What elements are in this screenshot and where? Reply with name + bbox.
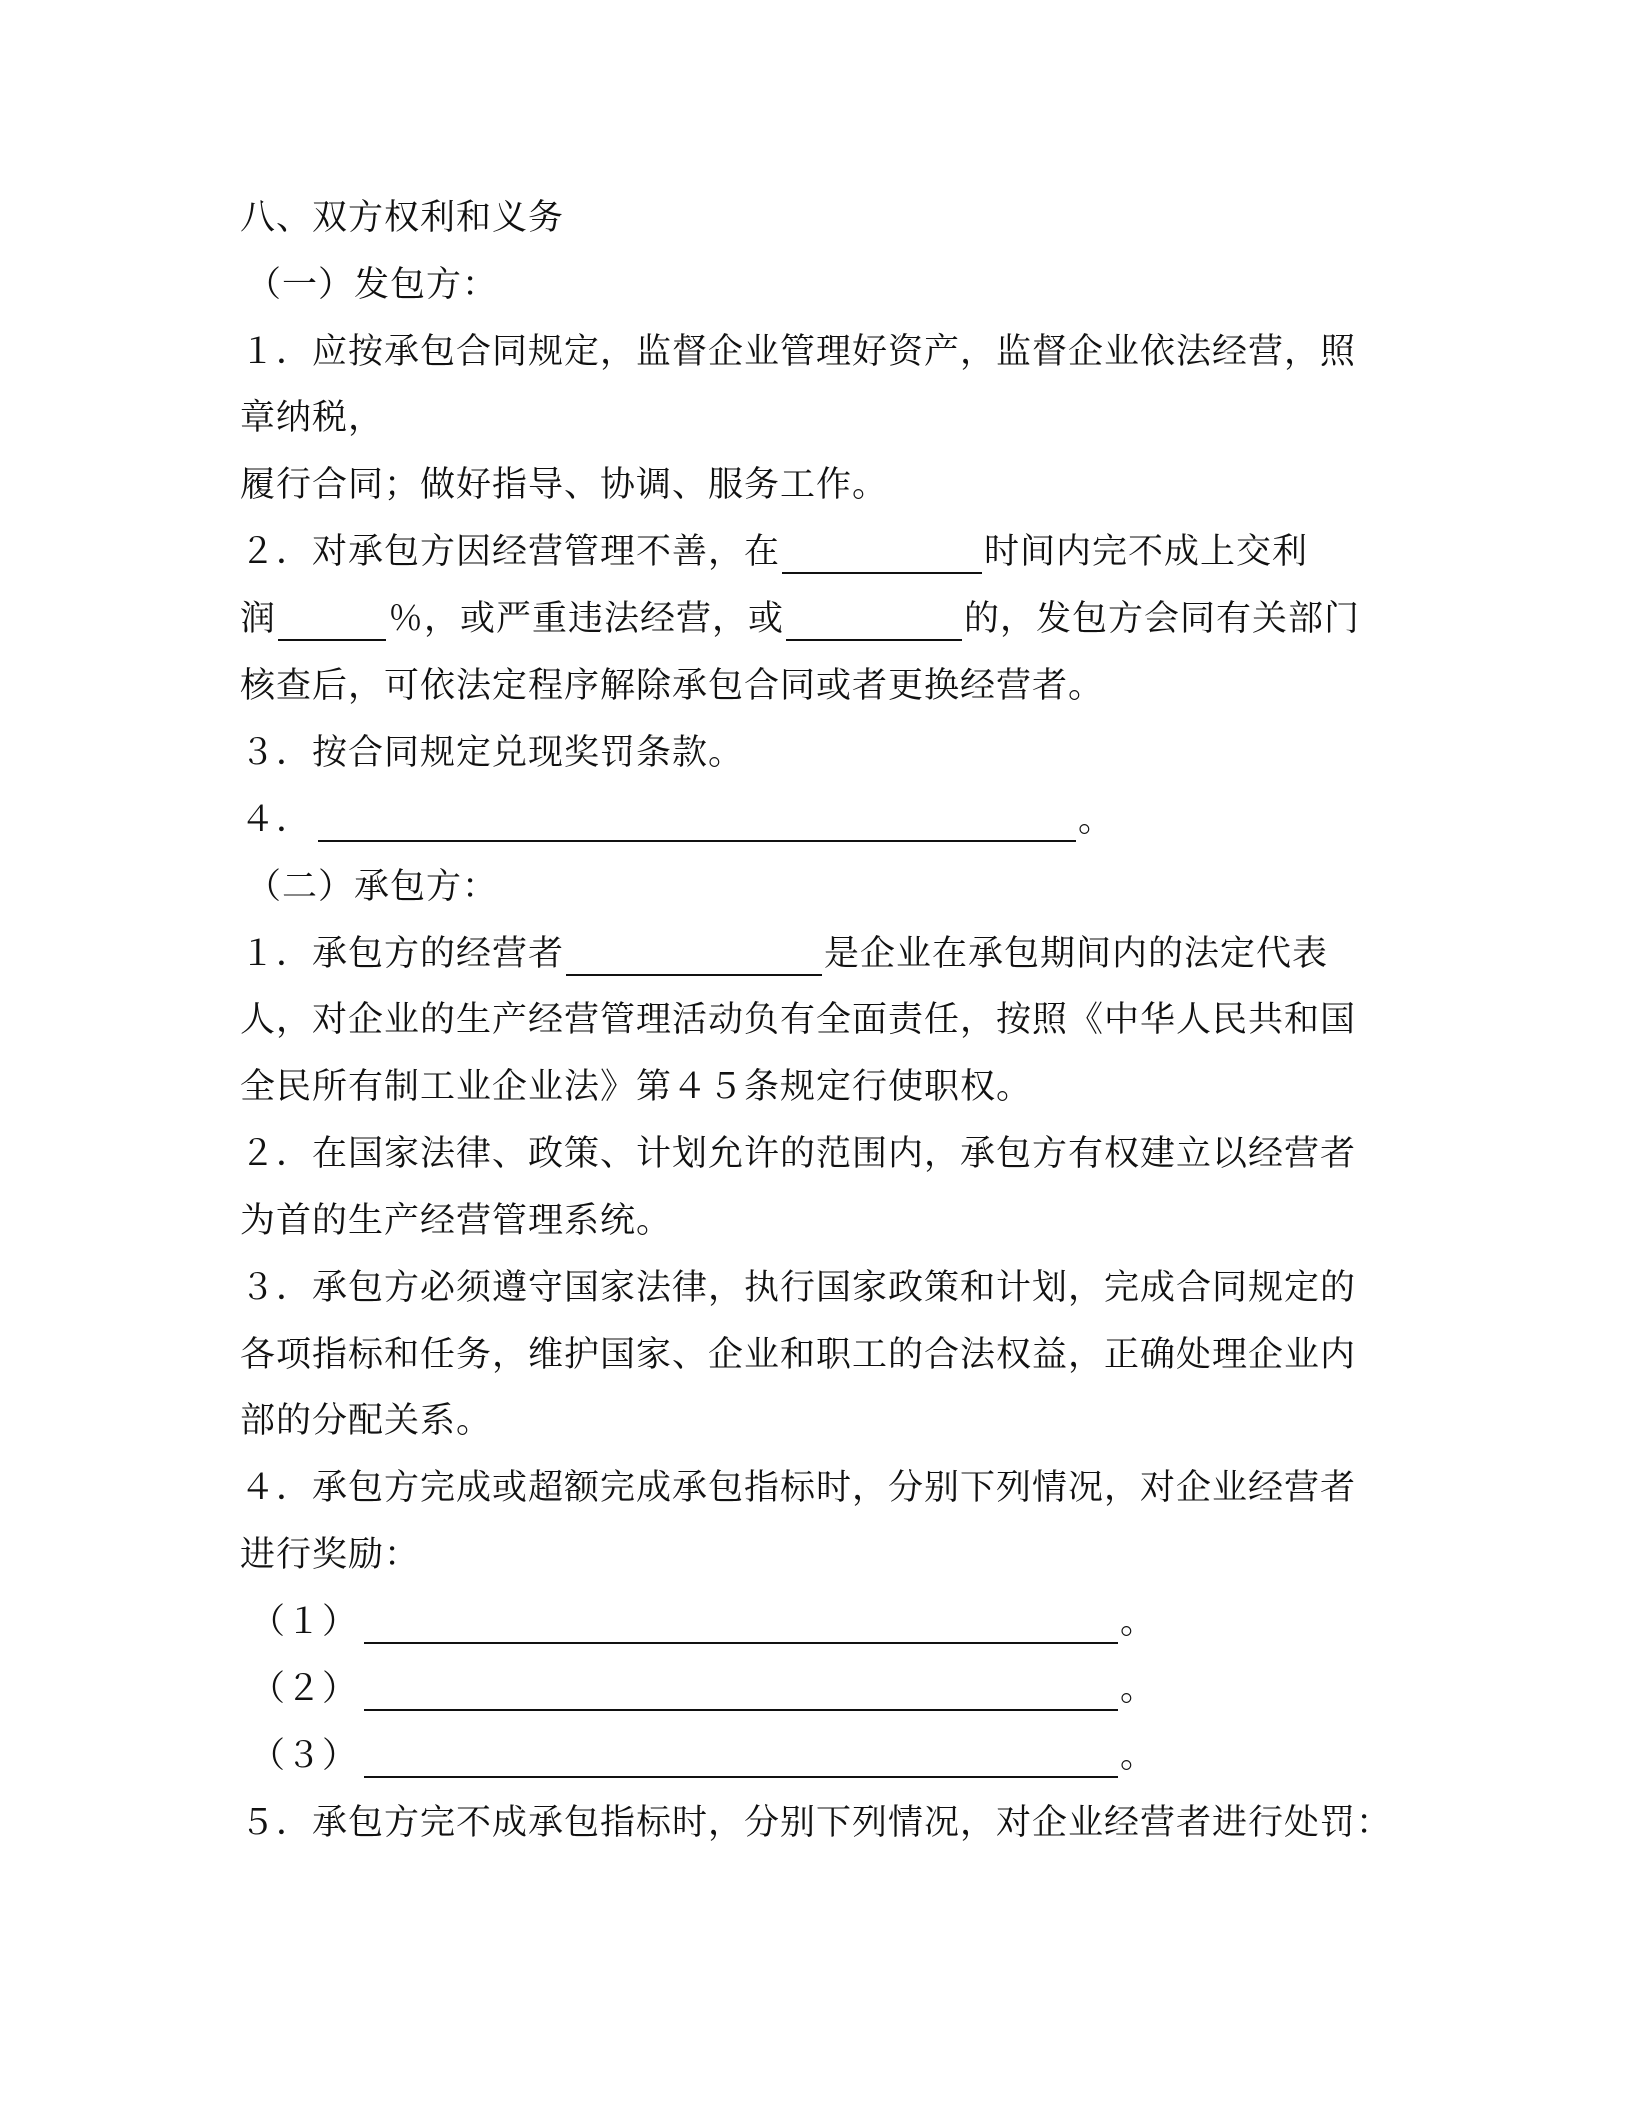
contractor-clause-5: ５．承包方完不成承包指标时，分别下列情况，对企业经营者进行处罚： (240, 1803, 1393, 1843)
fill-in-blank-clause-4[interactable] (318, 806, 1076, 842)
contractor-clause-2-line-2: 为首的生产经营管理系统。 (240, 1201, 673, 1241)
contractor-clause-4-line-2: 进行奖励： (240, 1535, 421, 1575)
clause-text: 润 (240, 599, 277, 639)
contractor-clause-4-line-1: ４．承包方完成或超额完成承包指标时，分别下列情况，对企业经营者 (240, 1468, 1357, 1508)
item-number: （２） (250, 1669, 359, 1709)
issuer-clause-1-line-3: 履行合同；做好指导、协调、服务工作。 (240, 465, 889, 505)
clause-text: ％，或严重违法经营，或 (388, 599, 785, 639)
clause-text: 是企业在承包期间内的法定代表 (824, 934, 1329, 974)
contractor-clause-3-line-3: 部的分配关系。 (240, 1401, 493, 1441)
clause-number: ４． (240, 800, 313, 840)
clause-text: 的，发包方会同有关部门 (964, 599, 1361, 639)
issuer-clause-3: ３．按合同规定兑现奖罚条款。 (240, 733, 745, 773)
reward-item-3 (250, 1734, 1156, 1778)
item-end-mark: 。 (1120, 1736, 1157, 1776)
item-end-mark: 。 (1120, 1669, 1157, 1709)
reward-item-1 (250, 1600, 1156, 1644)
fill-in-blank-reward-2[interactable] (364, 1675, 1118, 1711)
fill-in-blank-time[interactable] (782, 538, 982, 574)
section-heading: 八、双方权利和义务 (240, 198, 565, 238)
fill-in-blank-percent[interactable] (278, 605, 386, 641)
clause-end-mark: 。 (1078, 800, 1115, 840)
issuer-clause-1-line-2: 章纳税， (240, 398, 385, 438)
item-number: （１） (250, 1602, 359, 1642)
issuer-clause-2-line-1 (240, 530, 1308, 574)
issuer-clause-1-line-1: １．应按承包合同规定，监督企业管理好资产，监督企业依法经营，照 (240, 332, 1357, 372)
contractor-clause-2-line-1: ２．在国家法律、政策、计划允许的范围内，承包方有权建立以经营者 (240, 1134, 1357, 1174)
reward-item-2 (250, 1667, 1156, 1711)
fill-in-blank-reward-1[interactable] (364, 1608, 1118, 1644)
issuer-clause-2-line-2 (240, 597, 1360, 641)
fill-in-blank-operator-name[interactable] (566, 940, 822, 976)
fill-in-blank-reward-3[interactable] (364, 1742, 1118, 1778)
issuer-clause-2-line-3: 核查后，可依法定程序解除承包合同或者更换经营者。 (240, 666, 1105, 706)
fill-in-blank-condition[interactable] (786, 605, 962, 641)
contractor-clause-3-line-2: 各项指标和任务，维护国家、企业和职工的合法权益，正确处理企业内 (240, 1335, 1357, 1375)
contractor-clause-1-line-2: 人，对企业的生产经营管理活动负有全面责任，按照《中华人民共和国 (240, 1000, 1357, 1040)
issuer-clause-4 (240, 798, 1114, 842)
item-number: （３） (250, 1736, 359, 1776)
subsection-title-contractor: （二）承包方： (246, 867, 499, 907)
clause-text: 时间内完不成上交利 (984, 532, 1309, 572)
contractor-clause-1-line-3: 全民所有制工业企业法》第４５条规定行使职权。 (240, 1067, 1033, 1107)
contractor-clause-1-line-1 (240, 932, 1328, 976)
clause-text: ２．对承包方因经营管理不善，在 (240, 532, 781, 572)
clause-text: １．承包方的经营者 (240, 934, 565, 974)
item-end-mark: 。 (1120, 1602, 1157, 1642)
contractor-clause-3-line-1: ３．承包方必须遵守国家法律，执行国家政策和计划，完成合同规定的 (240, 1268, 1357, 1308)
subsection-title-issuer: （一）发包方： (246, 265, 499, 305)
